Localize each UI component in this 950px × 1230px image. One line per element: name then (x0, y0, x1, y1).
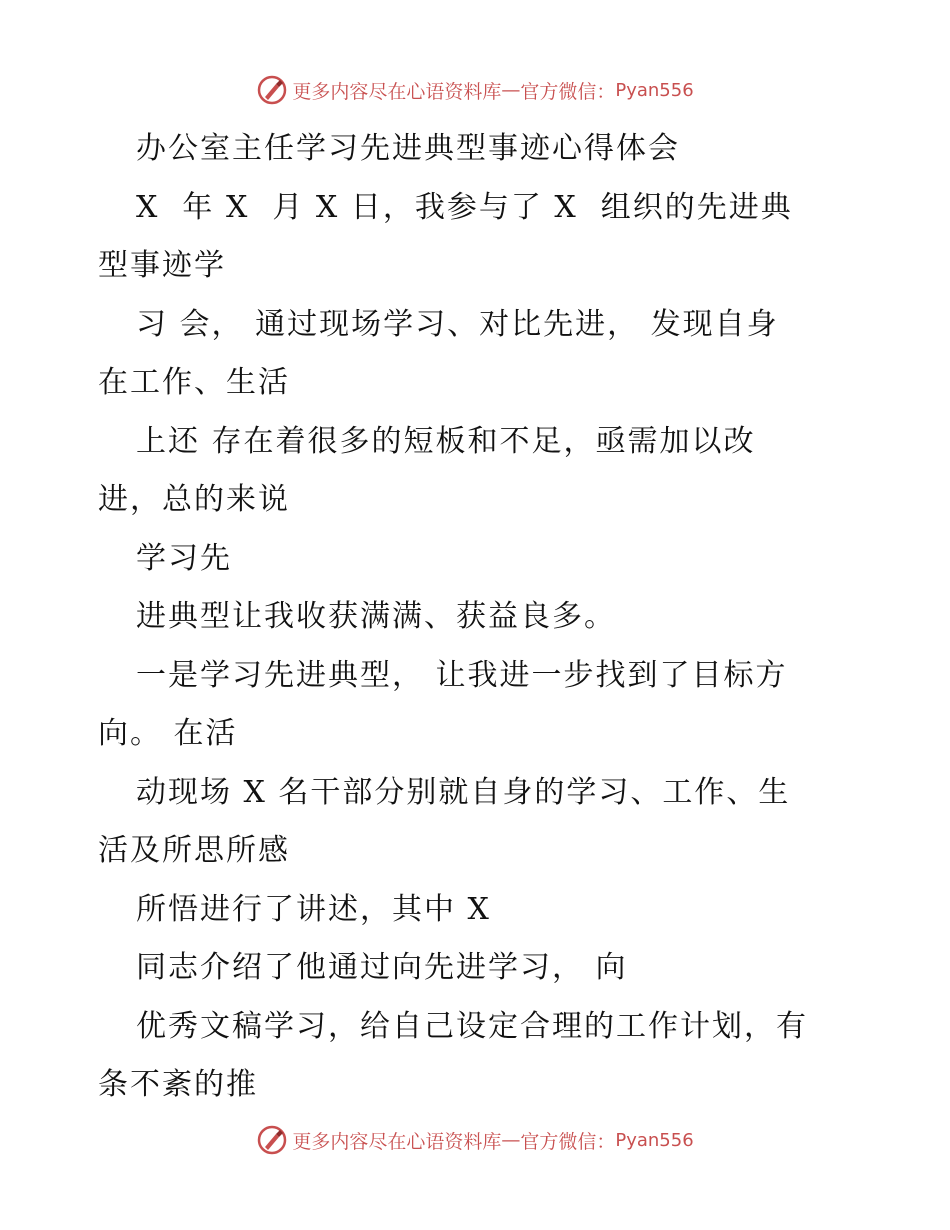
text-line: 动现场 X 名干部分别就自身的学习、工作、生 (136, 774, 791, 810)
text-line: 一是学习先进典型， 让我进一步找到了目标方 (136, 657, 788, 693)
text-line: 上还 存在着很多的短板和不足，亟需加以改 (136, 423, 756, 459)
banner-account: Pyan556 (615, 79, 694, 101)
header-watermark-banner (0, 70, 950, 110)
text-line: 同志介绍了他通过向先进学习， 向 (136, 950, 628, 985)
text-line: 向。 在活 (98, 716, 238, 751)
text-line: 在工作、生活 (98, 365, 290, 400)
banner-account: Pyan556 (615, 1129, 694, 1151)
banner-separator: — (501, 79, 521, 101)
document-body (98, 120, 858, 1115)
footer-watermark-banner (0, 1120, 950, 1160)
text-line: 进，总的来说 (98, 482, 290, 517)
text-line: X 年 X 月 X 日，我参与了 X 组织的先进典 (136, 189, 793, 225)
banner-title: 更多内容尽在心语资料库 (292, 80, 502, 103)
text-line: 条不紊的推 (98, 1067, 258, 1102)
pen-logo-icon (256, 1124, 288, 1156)
text-line: 型事迹学 (98, 248, 226, 283)
pen-logo-icon (256, 74, 288, 106)
text-line: 优秀文稿学习，给自己设定合理的工作计划，有 (136, 1008, 808, 1044)
banner-title: 更多内容尽在心语资料库 (292, 1130, 502, 1153)
text-line: 活及所思所感 (98, 833, 290, 868)
text-line: 习 会， 通过现场学习、对比先进， 发现自身 (136, 306, 779, 342)
text-line: 进典型让我收获满满、获益良多。 (136, 599, 616, 634)
banner-suffix: 官方微信： (520, 80, 616, 103)
document-title: 办公室主任学习先进典型事迹心得体会 (136, 131, 680, 166)
text-line: 所悟进行了讲述，其中 X (136, 891, 491, 927)
banner-suffix: 官方微信： (520, 1130, 616, 1153)
banner-separator: — (501, 1129, 521, 1151)
text-line: 学习先 (136, 540, 232, 576)
